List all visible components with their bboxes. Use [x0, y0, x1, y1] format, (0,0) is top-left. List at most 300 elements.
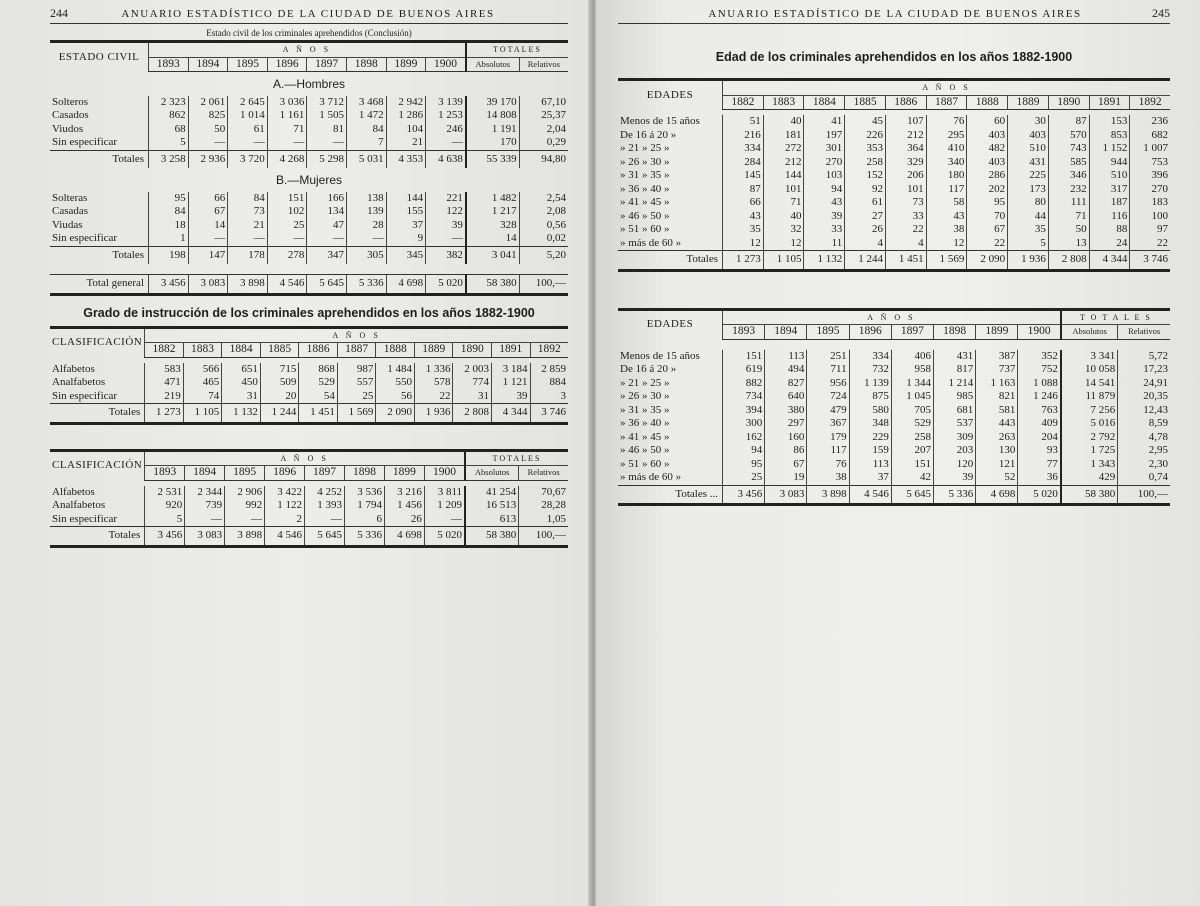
row-label: » 26 » 30 »: [620, 390, 670, 402]
table-row: [618, 237, 1170, 251]
year-header: 1884: [222, 343, 261, 358]
value-cell: 1 045: [891, 390, 933, 404]
value-cell: 2 344: [185, 486, 225, 500]
value-cell: 87: [1048, 115, 1089, 129]
value-cell: 19: [765, 471, 807, 485]
value-cell: 61: [845, 196, 886, 210]
mujeres-rows: [50, 192, 568, 247]
value-cell: 41: [804, 115, 845, 129]
general-total: [50, 275, 568, 295]
value-cell: 920: [145, 499, 185, 513]
table-row: [50, 486, 568, 500]
value-cell: 410: [926, 142, 967, 156]
value-cell: 94: [723, 444, 765, 458]
value-cell: 334: [849, 350, 891, 364]
absolute-total-cell: 3 341: [1061, 350, 1118, 364]
absolute-total-cell: 16 513: [465, 499, 519, 513]
value-cell: 305: [346, 246, 386, 264]
value-cell: 5 020: [1018, 485, 1061, 505]
table-row: [618, 471, 1170, 485]
value-cell: —: [424, 513, 465, 527]
value-cell: 40: [763, 210, 804, 224]
year-header: 1900: [426, 57, 466, 72]
absolute-total-cell: 58 380: [1061, 485, 1118, 505]
relative-total-cell: 12,43: [1118, 404, 1170, 418]
absolute-total-cell: 14 808: [466, 109, 519, 123]
value-cell: 22: [414, 390, 453, 404]
relative-total-cell: 8,59: [1118, 417, 1170, 431]
relative-total-cell: 24,91: [1118, 377, 1170, 391]
value-cell: 26: [384, 513, 424, 527]
value-cell: 30: [1008, 115, 1049, 129]
year-header: 1897: [307, 57, 347, 72]
value-cell: 352: [1018, 350, 1061, 364]
value-cell: —: [225, 513, 265, 527]
civil-subtitle: Estado civil de los criminales aprehendidos (Conclusión): [206, 28, 412, 38]
value-cell: 3 083: [185, 527, 225, 547]
value-cell: 882: [723, 377, 765, 391]
value-cell: 3 456: [723, 485, 765, 505]
value-cell: 380: [765, 404, 807, 418]
value-cell: 2 906: [225, 486, 265, 500]
value-cell: 216: [723, 129, 764, 143]
value-cell: —: [267, 136, 307, 150]
value-cell: 4 546: [849, 485, 891, 505]
value-cell: 3 422: [265, 486, 305, 500]
value-cell: 120: [934, 458, 976, 472]
value-cell: 2 942: [386, 96, 426, 110]
year-header: 1895: [225, 466, 265, 481]
value-cell: 317: [1089, 183, 1130, 197]
value-cell: 102: [267, 205, 307, 219]
table-row: [618, 196, 1170, 210]
row-label: Totales: [50, 246, 149, 264]
value-cell: 732: [849, 363, 891, 377]
table-row: [618, 210, 1170, 224]
value-cell: 875: [849, 390, 891, 404]
age-b-stub-header: EDADES: [618, 309, 723, 339]
row-label: » 46 » 50 »: [620, 209, 670, 222]
value-cell: 11: [804, 237, 845, 251]
year-header: 1898: [345, 466, 385, 481]
value-cell: 1 132: [222, 404, 261, 424]
total-row: [50, 527, 568, 547]
table-row: [618, 458, 1170, 472]
value-cell: 97: [1130, 223, 1170, 237]
value-cell: 147: [188, 246, 228, 264]
table-row: [618, 169, 1170, 183]
table-row: [618, 377, 1170, 391]
table-row: [618, 390, 1170, 404]
absolute-total-cell: 14: [466, 232, 519, 246]
value-cell: 50: [1048, 223, 1089, 237]
value-cell: 258: [845, 156, 886, 170]
relative-total-cell: 0,56: [519, 219, 568, 233]
row-label: Alfabetos: [52, 362, 95, 375]
value-cell: 1 088: [1018, 377, 1061, 391]
value-cell: 14: [188, 219, 228, 233]
value-cell: 70: [967, 210, 1008, 224]
value-cell: 54: [299, 390, 338, 404]
table-row: [50, 96, 568, 110]
value-cell: 1 244: [845, 251, 886, 271]
value-cell: 510: [1089, 169, 1130, 183]
value-cell: 2 003: [453, 363, 492, 377]
year-header: 1893: [149, 57, 189, 72]
table-row: [618, 223, 1170, 237]
value-cell: 4 698: [976, 485, 1018, 505]
value-cell: 117: [926, 183, 967, 197]
value-cell: 353: [845, 142, 886, 156]
value-cell: 4 546: [267, 275, 307, 295]
year-header: 1887: [926, 95, 967, 110]
value-cell: 4 698: [384, 527, 424, 547]
year-header: 1886: [299, 343, 338, 358]
value-cell: 482: [967, 142, 1008, 156]
value-cell: 5: [149, 136, 189, 150]
row-label: Analfabetos: [52, 376, 106, 388]
value-cell: 1 451: [885, 251, 926, 271]
value-cell: 50: [188, 123, 228, 137]
value-cell: 151: [723, 350, 765, 364]
value-cell: 71: [763, 196, 804, 210]
total-row: [50, 404, 568, 424]
value-cell: 992: [225, 499, 265, 513]
value-cell: 403: [1008, 129, 1049, 143]
row-label: » 26 » 30 »: [620, 155, 670, 168]
value-cell: 529: [299, 376, 338, 390]
value-cell: 138: [346, 192, 386, 206]
value-cell: 1 253: [426, 109, 466, 123]
year-header: 1883: [763, 95, 804, 110]
year-header: 1895: [807, 325, 849, 340]
instr-b-rows: [50, 486, 568, 527]
value-cell: 212: [763, 156, 804, 170]
value-cell: 84: [149, 205, 189, 219]
relative-total-cell: 100,—: [519, 275, 568, 295]
year-header: 1885: [260, 343, 299, 358]
year-header: 1885: [845, 95, 886, 110]
value-cell: 39: [492, 390, 531, 404]
year-header: 1894: [185, 466, 225, 481]
value-cell: 987: [337, 363, 376, 377]
page-number-right: 245: [1151, 6, 1170, 20]
value-cell: —: [188, 136, 228, 150]
year-header: 1896: [267, 57, 307, 72]
value-cell: 1 132: [804, 251, 845, 271]
value-cell: 219: [145, 390, 184, 404]
value-cell: 40: [763, 115, 804, 129]
value-cell: 155: [386, 205, 426, 219]
value-cell: 22: [967, 237, 1008, 251]
instr-a-rows: [50, 363, 568, 404]
value-cell: 151: [891, 458, 933, 472]
row-label: Sin especificar: [52, 512, 118, 525]
row-label: Totales: [50, 150, 149, 168]
relativos-header: Relativos: [1118, 325, 1170, 340]
value-cell: 581: [976, 404, 1018, 418]
value-cell: 5 031: [346, 150, 386, 168]
value-cell: 3 083: [765, 485, 807, 505]
value-cell: 66: [188, 192, 228, 206]
value-cell: 1 121: [492, 376, 531, 390]
value-cell: 1 456: [384, 499, 424, 513]
table-row: [618, 363, 1170, 377]
value-cell: 226: [845, 129, 886, 143]
civil-years-label: A Ñ O S: [149, 42, 466, 58]
value-cell: 1 936: [1008, 251, 1049, 271]
value-cell: 1 152: [1089, 142, 1130, 156]
civil-stub-header: ESTADO CIVIL: [50, 42, 149, 72]
value-cell: 31: [222, 390, 261, 404]
absolute-total-cell: 5 016: [1061, 417, 1118, 431]
row-label: » 36 » 40 »: [620, 182, 670, 195]
year-header: 1899: [976, 325, 1018, 340]
year-header: 1897: [305, 466, 345, 481]
value-cell: 4 344: [492, 404, 531, 424]
value-cell: 3 456: [145, 527, 185, 547]
total-row: [50, 150, 568, 168]
value-cell: 2 859: [530, 363, 568, 377]
value-cell: 1 336: [414, 363, 453, 377]
relative-total-cell: 2,04: [519, 123, 568, 137]
value-cell: —: [307, 232, 347, 246]
value-cell: 76: [807, 458, 849, 472]
year-header: 1890: [453, 343, 492, 358]
value-cell: 25: [337, 390, 376, 404]
value-cell: 45: [845, 115, 886, 129]
left-page: [0, 0, 590, 906]
value-cell: 737: [976, 363, 1018, 377]
value-cell: 550: [376, 376, 415, 390]
value-cell: 263: [976, 431, 1018, 445]
absolute-total-cell: 429: [1061, 471, 1118, 485]
value-cell: 270: [1130, 183, 1170, 197]
absolute-total-cell: 10 058: [1061, 363, 1118, 377]
absolute-total-cell: 58 380: [465, 527, 519, 547]
value-cell: 6: [345, 513, 385, 527]
row-label: » 46 » 50 »: [620, 444, 670, 456]
table-row: [50, 232, 568, 246]
value-cell: 566: [183, 363, 222, 377]
relative-total-cell: 25,37: [519, 109, 568, 123]
relativos-header: Relativos: [519, 57, 568, 72]
value-cell: 1 161: [267, 109, 307, 123]
row-label: Sin especificar: [52, 232, 118, 244]
value-cell: 382: [426, 246, 466, 264]
value-cell: 22: [885, 223, 926, 237]
relative-total-cell: 17,23: [1118, 363, 1170, 377]
value-cell: 295: [926, 129, 967, 143]
age-b-rows: [618, 350, 1170, 486]
row-label: » 41 » 45 »: [620, 196, 670, 208]
value-cell: 431: [934, 350, 976, 364]
year-header: 1884: [804, 95, 845, 110]
value-cell: 329: [885, 156, 926, 170]
relative-total-cell: 28,28: [519, 499, 568, 513]
value-cell: 1 344: [891, 377, 933, 391]
value-cell: 116: [1089, 210, 1130, 224]
row-label: Casados: [52, 109, 89, 121]
relative-total-cell: 1,05: [519, 513, 568, 527]
absolute-total-cell: 1 482: [466, 192, 519, 206]
value-cell: 752: [1018, 363, 1061, 377]
value-cell: 585: [1048, 156, 1089, 170]
value-cell: 5 336: [934, 485, 976, 505]
value-cell: 122: [426, 205, 466, 219]
value-cell: 270: [804, 156, 845, 170]
value-cell: 4: [845, 237, 886, 251]
value-cell: 3 898: [225, 527, 265, 547]
value-cell: 956: [807, 377, 849, 391]
row-label: Totales ...: [618, 485, 723, 505]
value-cell: 1 007: [1130, 142, 1170, 156]
value-cell: 22: [1130, 237, 1170, 251]
value-cell: 1 484: [376, 363, 415, 377]
value-cell: 272: [763, 142, 804, 156]
row-label: Sin especificar: [52, 136, 118, 148]
value-cell: 43: [804, 196, 845, 210]
hombres-total: [50, 150, 568, 168]
value-cell: 2 531: [145, 486, 185, 500]
absolute-total-cell: 2 792: [1061, 431, 1118, 445]
year-header: 1899: [386, 57, 426, 72]
value-cell: 5 645: [305, 527, 345, 547]
value-cell: 862: [149, 109, 189, 123]
value-cell: 465: [183, 376, 222, 390]
value-cell: 38: [926, 223, 967, 237]
value-cell: 4 252: [305, 486, 345, 500]
value-cell: 145: [723, 169, 764, 183]
year-header: 1883: [183, 343, 222, 358]
row-label: » 31 » 35 »: [620, 403, 670, 416]
total-row: [618, 485, 1170, 505]
value-cell: 570: [1048, 129, 1089, 143]
value-cell: 207: [891, 444, 933, 458]
row-label: Viudas: [52, 218, 83, 231]
row-label: Total general: [50, 275, 149, 295]
value-cell: 47: [307, 219, 347, 233]
value-cell: 763: [1018, 404, 1061, 418]
row-label: De 16 á 20 »: [620, 363, 677, 375]
value-cell: 711: [807, 363, 849, 377]
value-cell: 884: [530, 376, 568, 390]
value-cell: 25: [723, 471, 765, 485]
table-row: [618, 142, 1170, 156]
value-cell: 81: [307, 123, 347, 137]
value-cell: 3 746: [1130, 251, 1170, 271]
value-cell: 35: [1008, 223, 1049, 237]
instr-a-years-label: A Ñ O S: [145, 327, 568, 343]
value-cell: 92: [845, 183, 886, 197]
value-cell: 160: [765, 431, 807, 445]
value-cell: 2 808: [453, 404, 492, 424]
year-header: 1900: [1018, 325, 1061, 340]
relative-total-cell: 5,72: [1118, 350, 1170, 364]
value-cell: 2 645: [228, 96, 268, 110]
table-row: [618, 156, 1170, 170]
table-row: [50, 376, 568, 390]
value-cell: 179: [807, 431, 849, 445]
value-cell: 396: [1130, 169, 1170, 183]
relative-total-cell: 100,—: [519, 527, 568, 547]
value-cell: 71: [1048, 210, 1089, 224]
value-cell: 1 936: [414, 404, 453, 424]
running-head-text-left: ANUARIO ESTADÍSTICO DE LA CIUDAD DE BUENOS AIRES: [121, 8, 495, 20]
row-label: » 51 » 60 »: [620, 457, 670, 470]
value-cell: 31: [453, 390, 492, 404]
table-row: [618, 350, 1170, 364]
value-cell: 1 505: [307, 109, 347, 123]
value-cell: 1 569: [337, 404, 376, 424]
relative-total-cell: 2,30: [1118, 458, 1170, 472]
value-cell: 198: [149, 246, 189, 264]
value-cell: 1 209: [424, 499, 465, 513]
row-label: Casadas: [52, 205, 89, 217]
civil-status-table: [50, 40, 568, 296]
value-cell: 1 286: [386, 109, 426, 123]
table-row: [618, 417, 1170, 431]
value-cell: 1 244: [260, 404, 299, 424]
value-cell: 101: [763, 183, 804, 197]
value-cell: 80: [1008, 196, 1049, 210]
value-cell: 134: [307, 205, 347, 219]
year-header: 1888: [376, 343, 415, 358]
value-cell: 2 090: [967, 251, 1008, 271]
age-table-1893: [618, 308, 1170, 507]
table-row: [618, 129, 1170, 143]
right-running-head: [618, 6, 1170, 24]
value-cell: 278: [267, 246, 307, 264]
value-cell: 87: [723, 183, 764, 197]
row-label: Totales: [50, 404, 145, 424]
value-cell: 651: [222, 363, 261, 377]
absolute-total-cell: 14 541: [1061, 377, 1118, 391]
value-cell: 494: [765, 363, 807, 377]
age-table-1882: [618, 78, 1170, 272]
absolutos-header: Absolutos: [465, 466, 519, 481]
instruction-table-1893: [50, 449, 568, 548]
value-cell: 557: [337, 376, 376, 390]
value-cell: —: [228, 136, 268, 150]
value-cell: 12: [723, 237, 764, 251]
value-cell: 51: [723, 115, 764, 129]
row-label: » 41 » 45 »: [620, 430, 670, 443]
value-cell: 724: [807, 390, 849, 404]
value-cell: 36: [1018, 471, 1061, 485]
relativos-header: Relativos: [519, 466, 568, 481]
year-header: 1894: [188, 57, 228, 72]
table-row: [618, 183, 1170, 197]
value-cell: 5 645: [307, 275, 347, 295]
value-cell: 68: [149, 123, 189, 137]
value-cell: 37: [386, 219, 426, 233]
value-cell: 1 014: [228, 109, 268, 123]
relative-total-cell: 100,—: [1118, 485, 1170, 505]
running-head-text-right: ANUARIO ESTADÍSTICO DE LA CIUDAD DE BUENOS AIRES: [708, 8, 1082, 20]
row-label: » 51 » 60 »: [620, 223, 670, 235]
value-cell: 13: [1048, 237, 1089, 251]
value-cell: 9: [386, 232, 426, 246]
value-cell: 5 298: [307, 150, 347, 168]
civil-totals-label: TOTALES: [466, 42, 568, 58]
value-cell: 101: [885, 183, 926, 197]
year-header: 1897: [891, 325, 933, 340]
value-cell: 753: [1130, 156, 1170, 170]
value-cell: 94: [804, 183, 845, 197]
value-cell: 121: [976, 458, 1018, 472]
value-cell: 229: [849, 431, 891, 445]
